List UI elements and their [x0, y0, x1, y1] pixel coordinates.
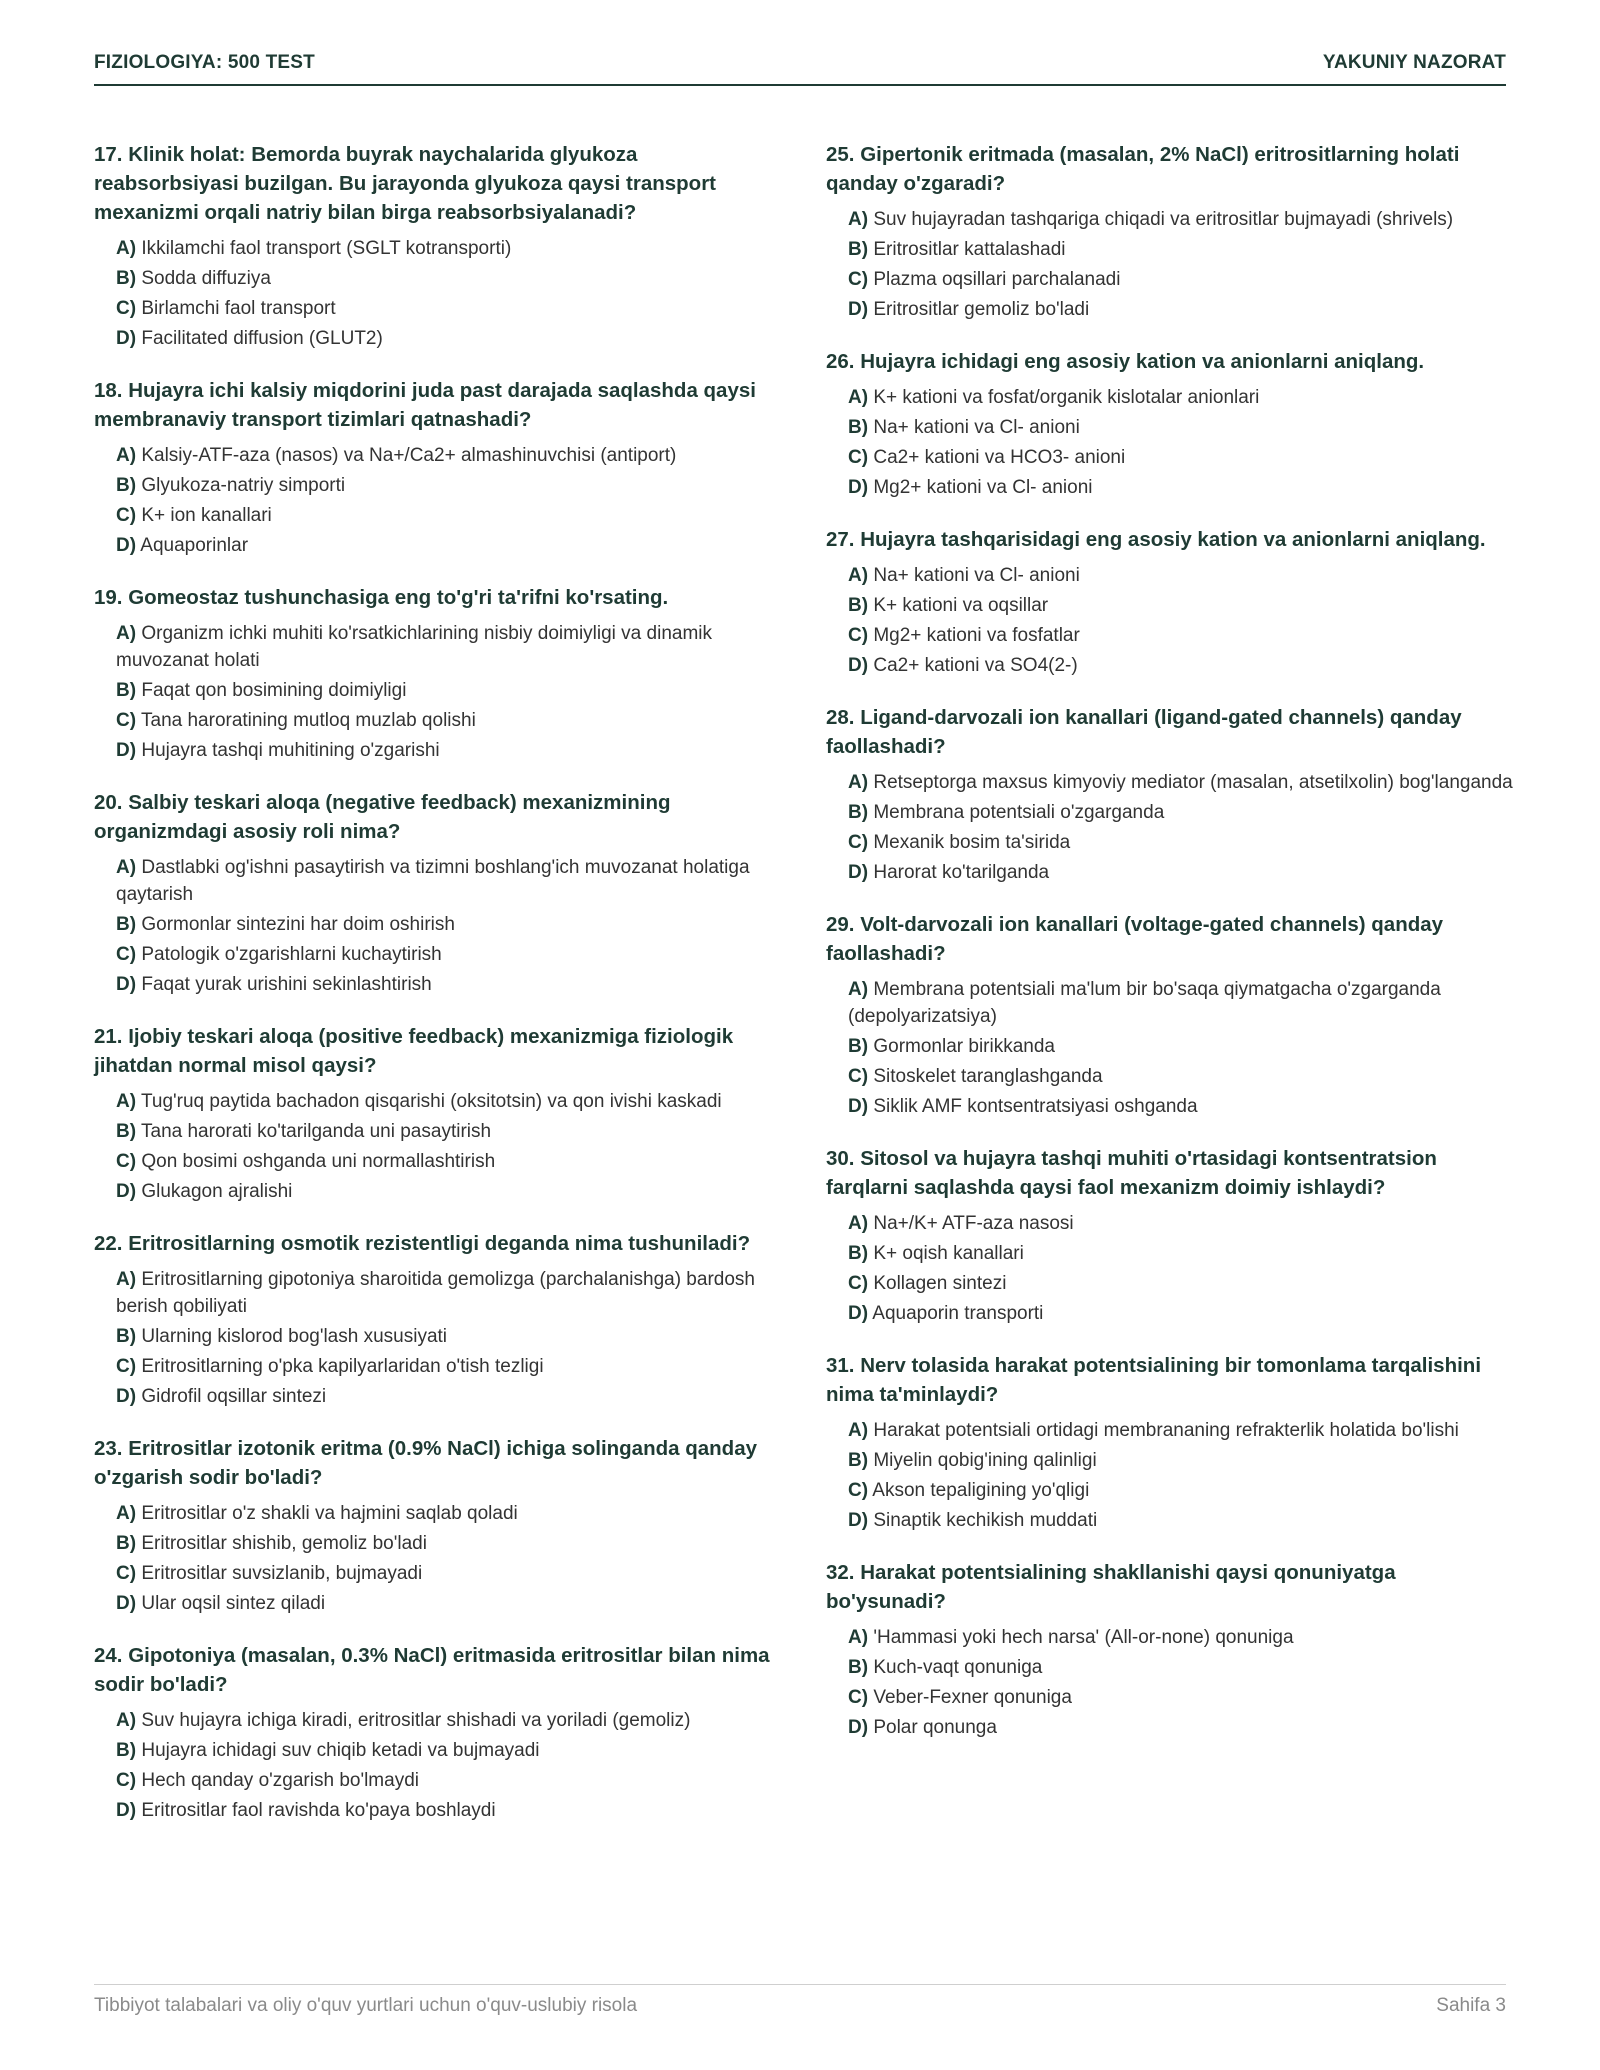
question-title: 30. Sitosol va hujayra tashqi muhiti o'rtasidagi kontsentratsion farqlarni saqlashda qaysi faol mexanizm doimiy ishlaydi? [826, 1147, 1437, 1199]
option-text: Plazma oqsillari parchalanadi [873, 269, 1121, 290]
question-block [94, 1434, 784, 1617]
option-letter: A) [848, 772, 869, 793]
answer-option [848, 1210, 1516, 1237]
option-letter: A) [116, 1710, 137, 1731]
answer-option [116, 472, 784, 499]
option-text: Faqat yurak urishini sekinlashtirish [141, 974, 432, 995]
option-text: Faqat qon bosimining doimiyligi [141, 680, 407, 701]
option-letter: A) [848, 1213, 869, 1234]
option-text: Tug'ruq paytida bachadon qisqarishi (oksitotsin) va qon ivishi kaskadi [141, 1091, 722, 1112]
option-letter: D) [848, 1510, 869, 1531]
answer-option [116, 1118, 784, 1145]
option-letter: B) [116, 680, 137, 701]
answer-option [116, 502, 784, 529]
option-letter: B) [848, 802, 869, 823]
answer-options [826, 562, 1516, 679]
option-letter: A) [116, 857, 137, 878]
option-text: Eritrositlarning gipotoniya sharoitida gemolizga (parchalanishga) bardosh berish qobiliyati [116, 1269, 755, 1317]
option-text: Kuch-vaqt qonuniga [873, 1657, 1043, 1678]
answer-options [94, 854, 784, 998]
question-title: 27. Hujayra tashqarisidagi eng asosiy kation va anionlarni aniqlang. [826, 528, 1486, 551]
option-text: Miyelin qobig'ining qalinligi [873, 1450, 1097, 1471]
option-text: Birlamchi faol transport [141, 298, 336, 319]
question-block [826, 347, 1516, 501]
answer-option [116, 1178, 784, 1205]
option-letter: C) [116, 298, 137, 319]
option-text: Akson tepaligining yo'qligi [872, 1480, 1090, 1501]
answer-option [116, 1353, 784, 1380]
option-letter: B) [848, 1243, 869, 1264]
question-block [94, 140, 784, 352]
answer-option [848, 1507, 1516, 1534]
option-text: Ca2+ kationi va HCO3- anioni [873, 447, 1126, 468]
option-letter: C) [116, 944, 137, 965]
option-letter: B) [116, 268, 137, 289]
question-title: 18. Hujayra ichi kalsiy miqdorini juda past darajada saqlashda qaysi membranaviy transport tizimlari qatnashadi? [94, 379, 756, 431]
option-letter: B) [848, 595, 869, 616]
option-text: Na+ kationi va Cl- anioni [873, 417, 1080, 438]
answer-option [848, 562, 1516, 589]
answer-option [848, 859, 1516, 886]
question-title: 22. Eritrositlarning osmotik rezistentligi deganda nima tushuniladi? [94, 1232, 751, 1255]
answer-option [848, 652, 1516, 679]
answer-option [116, 1737, 784, 1764]
question-block [94, 376, 784, 559]
option-letter: B) [116, 1121, 137, 1142]
option-text: Sinaptik kechikish muddati [873, 1510, 1098, 1531]
option-text: K+ oqish kanallari [873, 1243, 1024, 1264]
option-text: K+ ion kanallari [141, 505, 272, 526]
answer-option [116, 1767, 784, 1794]
page-number: Sahifa 3 [1436, 1995, 1506, 2016]
option-text: Hech qanday o'zgarish bo'lmaydi [141, 1770, 419, 1791]
answer-options [94, 620, 784, 764]
option-text: Suv hujayradan tashqariga chiqadi va eritrositlar bujmayadi (shrivels) [873, 209, 1454, 230]
option-text: Hujayra tashqi muhitining o'zgarishi [141, 740, 440, 761]
option-text: Tana haroratining mutloq muzlab qolishi [141, 710, 476, 731]
answer-option [116, 532, 784, 559]
question-title: 17. Klinik holat: Bemorda buyrak naychalarida glyukoza reabsorbsiyasi buzilgan. Bu jarayonda glyukoza qaysi transport mexanizmi orqali natriy bilan birga reabsorbsiyalanadi? [94, 143, 717, 224]
option-text: Eritrositlarning o'pka kapilyarlaridan o'tish tezligi [141, 1356, 544, 1377]
answer-option [116, 854, 784, 908]
option-letter: C) [848, 1687, 869, 1708]
option-text: Mg2+ kationi va Cl- anioni [873, 477, 1093, 498]
answer-options [94, 1266, 784, 1410]
answer-options [94, 1500, 784, 1617]
answer-option [116, 1148, 784, 1175]
option-text: Na+/K+ ATF-aza nasosi [873, 1213, 1074, 1234]
question-title: 21. Ijobiy teskari aloqa (positive feedback) mexanizmiga fiziologik jihatdan normal misol qaysi? [94, 1025, 734, 1077]
question-block [826, 140, 1516, 323]
option-text: Eritrositlar suvsizlanib, bujmayadi [141, 1563, 423, 1584]
option-letter: B) [116, 914, 137, 935]
option-text: Aquaporin transporti [872, 1303, 1044, 1324]
question-block [94, 1641, 784, 1824]
answer-option [116, 677, 784, 704]
answer-option [116, 1530, 784, 1557]
answer-option [848, 296, 1516, 323]
option-letter: C) [848, 1273, 869, 1294]
option-letter: B) [848, 1657, 869, 1678]
answer-options [826, 384, 1516, 501]
option-text: Harakat potentsiali ortidagi membrananing refrakterlik holatida bo'lishi [873, 1420, 1459, 1441]
option-text: Membrana potentsiali o'zgarganda [873, 802, 1165, 823]
page-footer [94, 1984, 1506, 2017]
answer-option [848, 622, 1516, 649]
option-letter: A) [848, 565, 869, 586]
option-text: Eritrositlar gemoliz bo'ladi [873, 299, 1090, 320]
answer-option [848, 1684, 1516, 1711]
option-text: Eritrositlar faol ravishda ko'paya boshlaydi [141, 1800, 496, 1821]
page-header [94, 52, 1506, 86]
answer-option [848, 799, 1516, 826]
question-block [826, 1351, 1516, 1534]
question-block [94, 788, 784, 998]
question-block [826, 1144, 1516, 1327]
option-text: Sodda diffuziya [141, 268, 271, 289]
option-letter: A) [116, 1091, 137, 1112]
option-text: Suv hujayra ichiga kiradi, eritrositlar shishadi va yoriladi (gemoliz) [141, 1710, 691, 1731]
option-letter: D) [116, 740, 137, 761]
option-text: Hujayra ichidagi suv chiqib ketadi va bujmayadi [141, 1740, 540, 1761]
answer-option [848, 236, 1516, 263]
option-text: Retseptorga maxsus kimyoviy mediator (masalan, atsetilxolin) bog'langanda [873, 772, 1513, 793]
answer-option [116, 235, 784, 262]
option-letter: D) [116, 974, 137, 995]
option-text: Kalsiy-ATF-aza (nasos) va Na+/Ca2+ almashinuvchisi (antiport) [141, 445, 677, 466]
option-letter: C) [848, 625, 869, 646]
option-letter: A) [848, 209, 869, 230]
answer-option [848, 384, 1516, 411]
option-text: Eritrositlar kattalashadi [873, 239, 1066, 260]
option-letter: C) [848, 1480, 869, 1501]
option-letter: D) [848, 477, 869, 498]
option-letter: B) [116, 1326, 137, 1347]
option-letter: C) [116, 710, 137, 731]
answer-option [116, 1266, 784, 1320]
answer-options [94, 1707, 784, 1824]
answer-option [848, 266, 1516, 293]
answer-option [848, 1270, 1516, 1297]
option-letter: A) [848, 979, 869, 1000]
question-title: 23. Eritrositlar izotonik eritma (0.9% NaCl) ichiga solinganda qanday o'zgarish sodir bo'ladi? [94, 1437, 757, 1489]
option-letter: C) [848, 269, 869, 290]
option-letter: D) [848, 1717, 869, 1738]
option-text: Gidrofil oqsillar sintezi [141, 1386, 327, 1407]
answer-option [116, 941, 784, 968]
answer-options [94, 442, 784, 559]
option-letter: C) [116, 1151, 137, 1172]
option-text: Ularning kislorod bog'lash xususiyati [141, 1326, 448, 1347]
option-text: Eritrositlar o'z shakli va hajmini saqlab qoladi [141, 1503, 518, 1524]
answer-option [116, 325, 784, 352]
answer-option [116, 707, 784, 734]
option-letter: D) [116, 535, 137, 556]
answer-option [848, 769, 1516, 796]
option-letter: C) [116, 1770, 137, 1791]
answer-option [848, 829, 1516, 856]
option-letter: B) [848, 1450, 869, 1471]
right-column [826, 140, 1516, 1765]
question-title: 20. Salbiy teskari aloqa (negative feedback) mexanizmining organizmdagi asosiy roli nima? [94, 791, 671, 843]
option-letter: D) [116, 1800, 137, 1821]
answer-option [116, 1088, 784, 1115]
answer-option [116, 442, 784, 469]
option-text: Eritrositlar shishib, gemoliz bo'ladi [141, 1533, 427, 1554]
option-text: Organizm ichki muhiti ko'rsatkichlarining nisbiy doimiyligi va dinamik muvozanat holati [116, 623, 713, 671]
option-text: Polar qonunga [873, 1717, 997, 1738]
header-title: FIZIOLOGIYA: 500 TEST [94, 52, 315, 73]
option-letter: D) [848, 299, 869, 320]
option-text: Glukagon ajralishi [141, 1181, 293, 1202]
option-text: K+ kationi va fosfat/organik kislotalar anionlari [873, 387, 1260, 408]
answer-option [848, 1417, 1516, 1444]
footer-note: Tibbiyot talabalari va oliy o'quv yurtlari uchun o'quv-uslubiy risola [94, 1995, 638, 2016]
option-letter: C) [116, 1356, 137, 1377]
answer-options [826, 976, 1516, 1120]
answer-options [826, 1417, 1516, 1534]
option-text: Qon bosimi oshganda uni normallashtirish [141, 1151, 496, 1172]
question-title: 29. Volt-darvozali ion kanallari (voltage-gated channels) qanday faollashadi? [826, 913, 1444, 965]
option-letter: A) [116, 238, 137, 259]
answer-option [848, 1477, 1516, 1504]
option-text: Harorat ko'tarilganda [873, 862, 1050, 883]
answer-option [116, 1797, 784, 1824]
option-text: Sitoskelet taranglashganda [873, 1066, 1103, 1087]
answer-option [848, 474, 1516, 501]
option-text: Siklik AMF kontsentratsiyasi oshganda [873, 1096, 1198, 1117]
option-text: Veber-Fexner qonuniga [873, 1687, 1072, 1708]
option-letter: D) [848, 655, 869, 676]
option-text: Gormonlar sintezini har doim oshirish [141, 914, 455, 935]
answer-option [116, 1590, 784, 1617]
answer-option [116, 265, 784, 292]
option-letter: B) [116, 1740, 137, 1761]
answer-option [848, 1447, 1516, 1474]
answer-option [848, 592, 1516, 619]
answer-option [116, 971, 784, 998]
answer-option [848, 414, 1516, 441]
option-letter: C) [116, 1563, 137, 1584]
answer-option [848, 444, 1516, 471]
answer-option [116, 620, 784, 674]
option-text: Glyukoza-natriy simporti [141, 475, 346, 496]
answer-option [848, 206, 1516, 233]
option-letter: A) [848, 1420, 869, 1441]
option-letter: A) [116, 1503, 137, 1524]
option-letter: D) [848, 1303, 869, 1324]
answer-option [848, 1714, 1516, 1741]
option-letter: D) [116, 328, 137, 349]
answer-option [116, 1707, 784, 1734]
option-text: Na+ kationi va Cl- anioni [873, 565, 1080, 586]
option-letter: A) [848, 387, 869, 408]
answer-option [848, 1300, 1516, 1327]
option-letter: D) [848, 862, 869, 883]
question-block [826, 525, 1516, 679]
answer-options [94, 1088, 784, 1205]
question-title: 19. Gomeostaz tushunchasiga eng to'g'ri ta'rifni ko'rsating. [94, 586, 669, 609]
answer-option [116, 1560, 784, 1587]
answer-option [848, 1654, 1516, 1681]
question-block [94, 1229, 784, 1410]
answer-option [116, 295, 784, 322]
option-text: Membrana potentsiali ma'lum bir bo'saqa qiymatgacha o'zgarganda (depolyarizatsiya) [848, 979, 1441, 1027]
option-letter: D) [116, 1386, 137, 1407]
answer-options [94, 235, 784, 352]
option-text: Ikkilamchi faol transport (SGLT kotransporti) [141, 238, 512, 259]
option-letter: A) [116, 623, 137, 644]
left-column [94, 140, 784, 1848]
answer-option [116, 1500, 784, 1527]
answer-option [848, 1063, 1516, 1090]
answer-option [848, 1624, 1516, 1651]
option-letter: B) [116, 1533, 137, 1554]
option-text: Mexanik bosim ta'sirida [873, 832, 1071, 853]
question-title: 24. Gipotoniya (masalan, 0.3% NaCl) eritmasida eritrositlar bilan nima sodir bo'ladi? [94, 1644, 770, 1696]
option-letter: B) [848, 417, 869, 438]
option-text: Kollagen sintezi [873, 1273, 1007, 1294]
question-title: 31. Nerv tolasida harakat potentsialining bir tomonlama tarqalishini nima ta'minlaydi? [826, 1354, 1482, 1406]
option-letter: A) [116, 445, 137, 466]
option-text: Patologik o'zgarishlarni kuchaytirish [141, 944, 442, 965]
option-letter: C) [848, 832, 869, 853]
answer-option [116, 1323, 784, 1350]
answer-option [848, 1093, 1516, 1120]
question-title: 26. Hujayra ichidagi eng asosiy kation va anionlarni aniqlang. [826, 350, 1425, 373]
option-letter: A) [848, 1627, 869, 1648]
option-text: Mg2+ kationi va fosfatlar [873, 625, 1080, 646]
question-title: 32. Harakat potentsialining shakllanishi qaysi qonuniyatga bo'ysunadi? [826, 1561, 1396, 1613]
answer-option [848, 976, 1516, 1030]
option-text: Aquaporinlar [140, 535, 249, 556]
option-letter: B) [848, 239, 869, 260]
answer-option [116, 737, 784, 764]
answer-options [826, 1210, 1516, 1327]
option-letter: B) [848, 1036, 869, 1057]
answer-option [116, 911, 784, 938]
option-letter: D) [116, 1181, 137, 1202]
option-letter: C) [848, 447, 869, 468]
question-title: 28. Ligand-darvozali ion kanallari (ligand-gated channels) qanday faollashadi? [826, 706, 1462, 758]
answer-options [826, 1624, 1516, 1741]
question-block [94, 1022, 784, 1205]
answer-options [826, 206, 1516, 323]
answer-option [848, 1033, 1516, 1060]
question-title: 25. Gipertonik eritmada (masalan, 2% NaCl) eritrositlarning holati qanday o'zgaradi? [826, 143, 1460, 195]
option-text: Tana harorati ko'tarilganda uni pasaytirish [141, 1121, 492, 1142]
question-block [94, 583, 784, 764]
question-block [826, 910, 1516, 1120]
question-block [826, 1558, 1516, 1741]
option-letter: D) [116, 1593, 137, 1614]
option-letter: B) [116, 475, 137, 496]
answer-option [116, 1383, 784, 1410]
answer-options [826, 769, 1516, 886]
option-letter: C) [848, 1066, 869, 1087]
option-text: Facilitated diffusion (GLUT2) [141, 328, 383, 349]
option-text: K+ kationi va oqsillar [873, 595, 1049, 616]
answer-option [848, 1240, 1516, 1267]
option-letter: C) [116, 505, 137, 526]
option-letter: D) [848, 1096, 869, 1117]
option-text: Ular oqsil sintez qiladi [141, 1593, 326, 1614]
question-block [826, 703, 1516, 886]
option-text: Gormonlar birikkanda [873, 1036, 1055, 1057]
option-text: Ca2+ kationi va SO4(2-) [873, 655, 1078, 676]
option-text: 'Hammasi yoki hech narsa' (All-or-none) qonuniga [873, 1627, 1294, 1648]
option-letter: A) [116, 1269, 137, 1290]
option-text: Dastlabki og'ishni pasaytirish va tizimni boshlang'ich muvozanat holatiga qaytarish [116, 857, 750, 905]
header-section: YAKUNIY NAZORAT [1322, 52, 1506, 73]
